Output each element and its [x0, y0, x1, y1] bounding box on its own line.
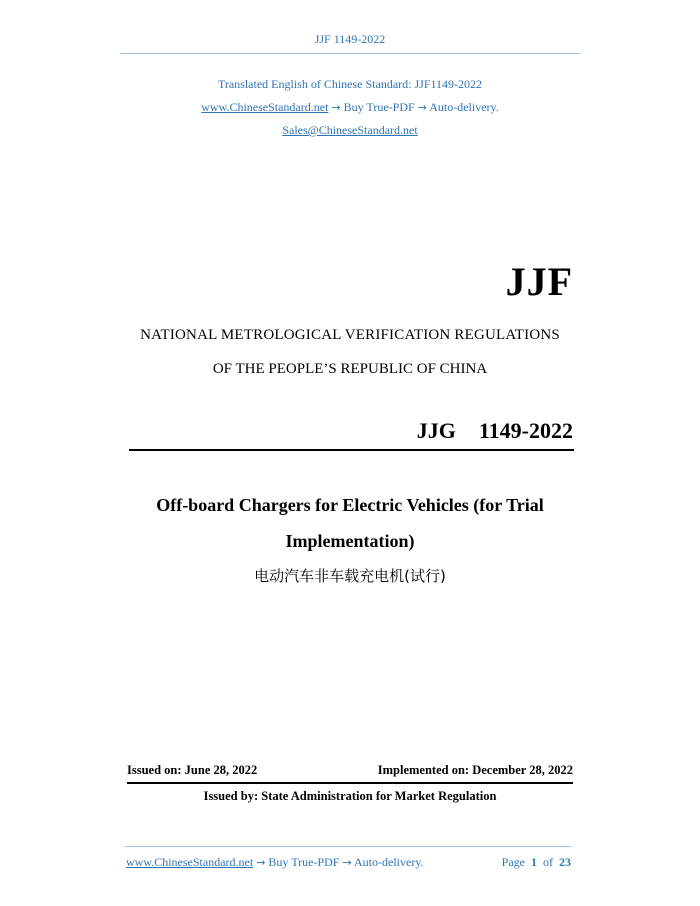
- footer-site-link[interactable]: www.ChineseStandard.net: [126, 855, 254, 869]
- site-link[interactable]: www.ChineseStandard.net: [201, 100, 329, 114]
- buy-pdf-text: Buy True-PDF: [340, 100, 418, 114]
- promo-email-line: [0, 123, 700, 138]
- promo-purchase-line: [0, 100, 700, 115]
- document-title-chinese: 电动汽车非车载充电机(试行): [254, 567, 446, 585]
- standard-number: JJG 1149-2022: [416, 418, 573, 443]
- issue-dates-rule: [127, 782, 573, 784]
- right-arrow-icon: →: [417, 101, 427, 114]
- page-label: Page: [501, 855, 525, 869]
- page-number: 1: [531, 855, 537, 869]
- email-link[interactable]: Sales@ChineseStandard.net: [282, 123, 418, 137]
- right-arrow-icon: →: [256, 856, 266, 869]
- right-arrow-icon: →: [342, 856, 352, 869]
- regulation-title-line1: NATIONAL METROLOGICAL VERIFICATION REGULATIONS: [140, 327, 560, 343]
- jjf-logo: JJF: [505, 259, 573, 304]
- regulation-title-line2: OF THE PEOPLE’S REPUBLIC OF CHINA: [212, 361, 488, 377]
- issued-by: Issued by: State Administration for Market Regulation: [203, 789, 497, 803]
- header-divider: [120, 53, 580, 54]
- standard-number-rule: [129, 449, 574, 451]
- document-title-line2: Implementation): [285, 531, 415, 551]
- implemented-on-date: Implemented on: December 28, 2022: [377, 763, 573, 777]
- issued-on-date: Issued on: June 28, 2022: [127, 763, 258, 777]
- right-arrow-icon: →: [331, 101, 341, 114]
- header-standard-code: JJF 1149-2022: [314, 32, 386, 46]
- total-pages: 23: [559, 855, 571, 869]
- auto-delivery-text: Auto-delivery.: [426, 100, 499, 114]
- of-label: of: [543, 855, 553, 869]
- footer-divider: [125, 846, 571, 847]
- page-indicator: [502, 855, 571, 870]
- promo-translation-line: Translated English of Chinese Standard: JJF1149-2022: [217, 77, 483, 91]
- footer-auto-delivery-text: Auto-delivery.: [351, 855, 424, 869]
- footer-buy-pdf-text: Buy True-PDF: [265, 855, 343, 869]
- footer-promo: [126, 855, 424, 870]
- document-title-line1: Off-board Chargers for Electric Vehicles (for Trial: [156, 495, 544, 515]
